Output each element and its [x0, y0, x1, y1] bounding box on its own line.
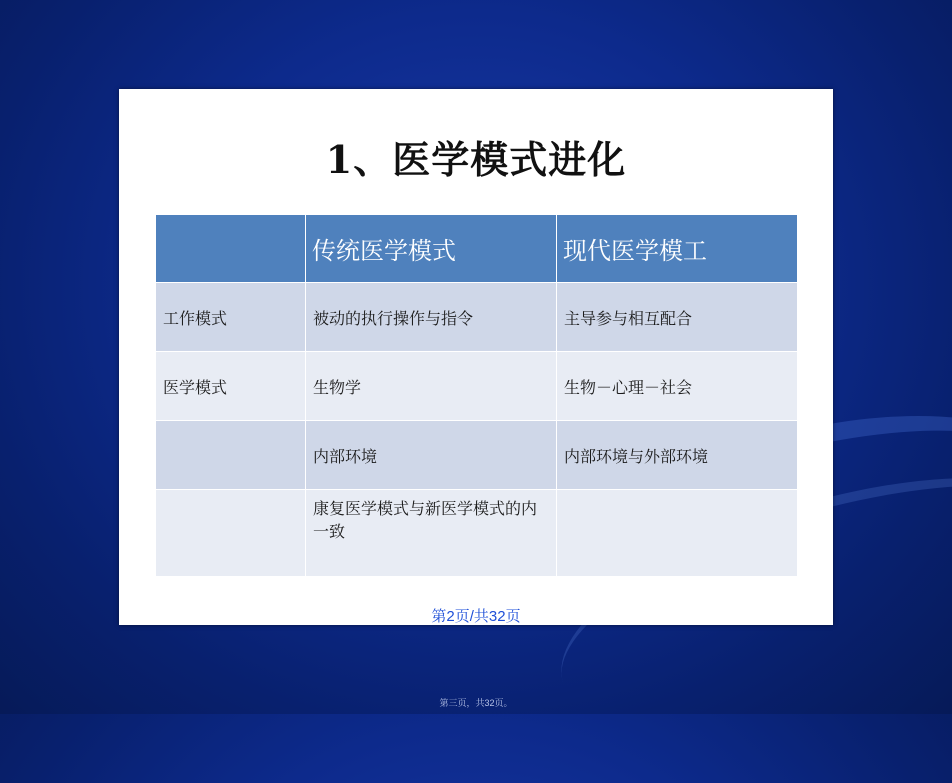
table-cell: 被动的执行操作与指令 — [306, 283, 557, 352]
table-row — [156, 352, 798, 421]
table-cell: 内部环境与外部环境 — [557, 421, 798, 490]
table-row — [156, 283, 798, 352]
slide-title: 1、医学模式进化 — [325, 137, 627, 182]
slide — [119, 89, 833, 625]
table-header-row — [156, 215, 798, 283]
header-cell: 现代医学模工 — [557, 215, 798, 283]
table-cell: 工作模式 — [156, 283, 306, 352]
comparison-table — [155, 214, 798, 577]
table-cell: 内部环境 — [306, 421, 557, 490]
table-cell: 康复医学模式与新医学模式的内一致 — [306, 490, 557, 577]
table-cell: 主导参与相互配合 — [557, 283, 798, 352]
table-cell — [156, 490, 306, 577]
table-row — [156, 421, 798, 490]
table-cell: 医学模式 — [156, 352, 306, 421]
table-cell — [557, 490, 798, 577]
table-cell — [156, 421, 306, 490]
table-cell: 生物学 — [306, 352, 557, 421]
page-number: 第2页/共32页 — [431, 608, 521, 625]
header-cell: 传统医学模式 — [306, 215, 557, 283]
header-cell — [156, 215, 306, 283]
table-row — [156, 490, 798, 577]
footer-note: 第三页，共32页。 — [439, 698, 513, 708]
table-cell: 生物－心理－社会 — [557, 352, 798, 421]
